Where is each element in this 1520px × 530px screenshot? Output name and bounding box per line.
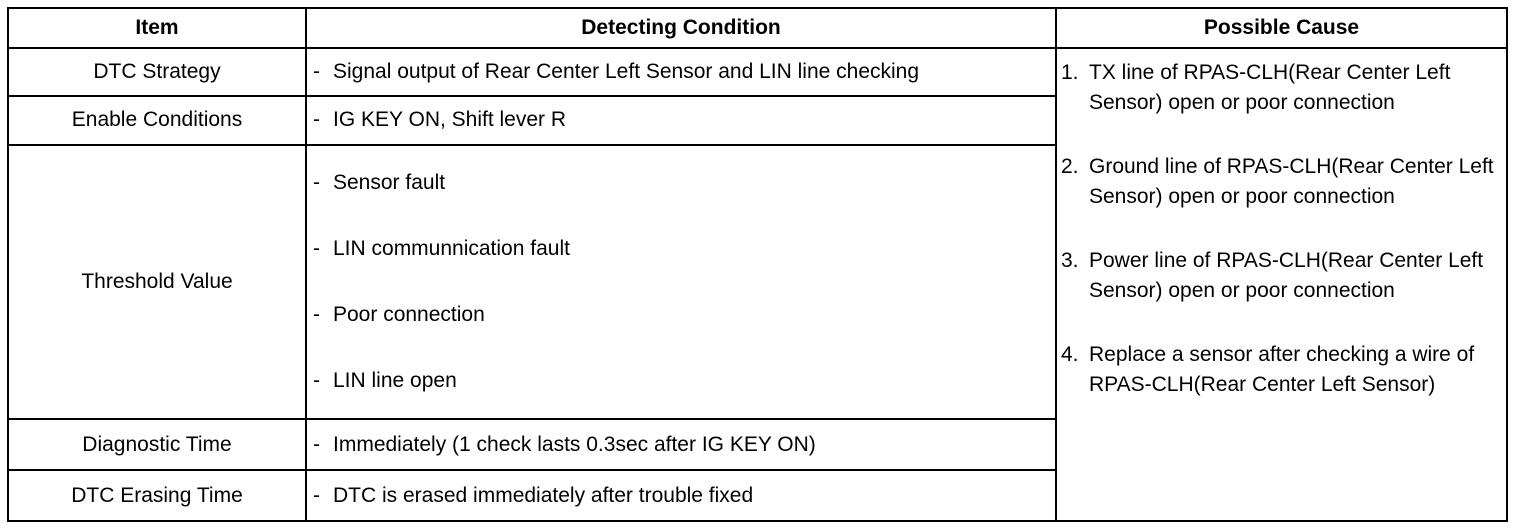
- threshold-item: [313, 150, 1055, 216]
- dtc-spec-table: [7, 7, 1508, 522]
- item-threshold-value: Threshold Value: [8, 145, 306, 420]
- item-dtc-strategy: DTC Strategy: [8, 48, 306, 96]
- condition-text: DTC is erased immediately after trouble fixed: [333, 483, 754, 507]
- threshold-item: [313, 282, 1055, 348]
- dash: -: [313, 59, 320, 83]
- cause-number: 4.: [1061, 343, 1079, 366]
- threshold-item: [313, 216, 1055, 282]
- item-enable-conditions: Enable Conditions: [8, 96, 306, 145]
- cause-item-1: [1061, 58, 1498, 118]
- dash: -: [313, 236, 320, 260]
- condition-text: Signal output of Rear Center Left Sensor and LIN line checking: [333, 59, 920, 83]
- cause-item-4: [1061, 340, 1498, 400]
- condition-text: LIN communnication fault: [333, 236, 570, 260]
- condition-dtc-strategy: [306, 48, 1056, 96]
- condition-text: Immediately (1 check lasts 0.3sec after IG KEY ON): [333, 432, 816, 456]
- condition-text: Poor connection: [333, 302, 485, 326]
- threshold-item: [313, 348, 1055, 414]
- cause-text: TX line of RPAS-CLH(Rear Center Left Sensor) open or poor connection: [1089, 61, 1451, 114]
- dash: -: [313, 302, 320, 326]
- condition-text: LIN line open: [333, 368, 457, 392]
- header-possible-cause: Possible Cause: [1056, 8, 1507, 48]
- condition-enable-conditions: [306, 96, 1056, 145]
- dash: -: [313, 368, 320, 392]
- cause-item-2: [1061, 152, 1498, 212]
- header-item: Item: [8, 8, 306, 48]
- header-detecting-condition: Detecting Condition: [306, 8, 1056, 48]
- cause-number: 2.: [1061, 155, 1079, 178]
- threshold-list: [313, 150, 1055, 414]
- dash: -: [313, 432, 320, 456]
- dash: -: [313, 108, 320, 132]
- row-dtc-strategy: [8, 48, 1507, 96]
- cause-number: 3.: [1061, 249, 1079, 272]
- cause-text: Ground line of RPAS-CLH(Rear Center Left Sensor) open or poor connection: [1089, 155, 1494, 208]
- possible-cause-cell: [1056, 48, 1507, 521]
- item-diagnostic-time: Diagnostic Time: [8, 419, 306, 470]
- condition-diagnostic-time: [306, 419, 1056, 470]
- cause-number: 1.: [1061, 61, 1079, 84]
- item-dtc-erasing-time: DTC Erasing Time: [8, 470, 306, 521]
- dash: -: [313, 483, 320, 507]
- condition-threshold-value: [306, 145, 1056, 420]
- cause-text: Replace a sensor after checking a wire of RPAS-CLH(Rear Center Left Sensor): [1089, 343, 1475, 396]
- cause-text: Power line of RPAS-CLH(Rear Center Left Sensor) open or poor connection: [1089, 249, 1484, 302]
- dash: -: [313, 170, 320, 194]
- condition-dtc-erasing-time: [306, 470, 1056, 521]
- cause-item-3: [1061, 246, 1498, 306]
- condition-text: Sensor fault: [333, 170, 446, 194]
- header-row: [8, 8, 1507, 48]
- condition-text: IG KEY ON, Shift lever R: [333, 108, 567, 132]
